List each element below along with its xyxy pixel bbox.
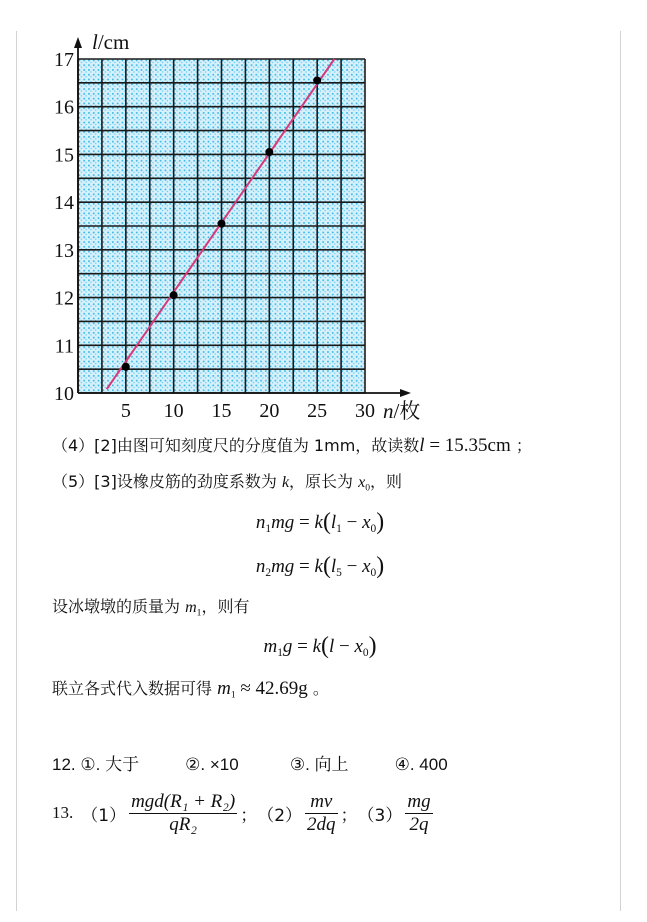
q12-value-4: 400 [419, 755, 448, 774]
line4-suffix: ； [510, 436, 532, 455]
line5-text: （5）[3]设橡皮筋的劲度系数为 [52, 472, 282, 491]
y-axis-label: l/cm [92, 30, 130, 54]
result-suffix: 。 [307, 679, 329, 698]
q13-part2-fraction [305, 791, 338, 836]
y-tick-label: 11 [54, 335, 74, 358]
q13-part3-label: （3） [357, 805, 403, 826]
eq3-k: k [312, 635, 322, 657]
result-m: m [217, 678, 231, 699]
result-line [52, 679, 329, 705]
q13-part1-numerator: mgd(R₁ + R₂) [131, 790, 236, 812]
y-tick-label: 17 [54, 49, 74, 71]
reading-value: = 15.35cm [424, 435, 511, 456]
eq3-equals: = [292, 635, 313, 657]
x-axis-label: n/枚 [383, 399, 421, 423]
eq1-x: x [362, 511, 371, 533]
eq1-minus: − [341, 511, 363, 533]
eq2-open-paren: ( [322, 553, 331, 579]
result-text: 联立各式代入数据可得 [52, 679, 218, 698]
q12-item-2 [185, 755, 285, 775]
eq2-close-paren: ) [376, 553, 385, 579]
data-point [265, 148, 273, 156]
eq1-n: n [255, 511, 266, 533]
answer-line-5 [52, 472, 402, 498]
eq1-x-sub: 0 [370, 522, 377, 535]
var-m: m [185, 599, 197, 616]
eq1-n-sub: 1 [265, 522, 272, 535]
eq3-open-paren: ( [321, 633, 329, 659]
x0-subscript: 0 [365, 482, 371, 494]
equation-2 [0, 554, 640, 585]
eq3-minus: − [334, 635, 355, 657]
answer-12 [52, 750, 448, 775]
eq1-equals: = [294, 511, 315, 533]
eq3-l: l [328, 635, 335, 657]
q12-value-3: 向上 [314, 755, 349, 775]
equation-3 [0, 634, 640, 665]
eq1-l-sub: 1 [336, 522, 342, 535]
eq3-close-paren: ) [368, 633, 377, 659]
y-tick-label: 13 [54, 239, 74, 262]
eq2-equals: = [294, 555, 315, 577]
eq1-open-paren: ( [322, 509, 331, 535]
eq1-k: k [314, 511, 323, 533]
y-tick-label: 10 [54, 383, 74, 405]
line5-suffix: ，则 [370, 472, 403, 491]
q13-part2-denominator: 2dq [307, 813, 336, 835]
q13-part2-label: （2） [257, 805, 303, 826]
q12-mark-1: ①. [80, 755, 101, 774]
mass-definition-line [52, 597, 249, 623]
result-value: ≈ 42.69g [235, 678, 308, 699]
result-m-sub: 1 [230, 689, 236, 701]
m-sub: 1 [196, 607, 202, 619]
eq1-mg: mg [271, 511, 295, 533]
eq3-g: g [282, 635, 293, 657]
mass-suffix: ，则有 [201, 597, 250, 616]
eq2-l-sub: 5 [336, 566, 342, 579]
y-tick-label: 12 [54, 287, 74, 310]
q12-item-3 [290, 750, 390, 775]
eq3-x: x [354, 635, 363, 657]
eq2-minus: − [341, 555, 363, 577]
eq2-l: l [330, 555, 337, 577]
data-point [313, 76, 321, 84]
q13-sep-2: ； [340, 805, 358, 826]
equation-1 [0, 510, 640, 541]
data-point [122, 363, 130, 371]
q13-part3-denominator: 2q [409, 813, 429, 835]
q12-item-4 [395, 755, 448, 775]
x-tick-label: 20 [259, 400, 280, 422]
y-tick-label: 14 [54, 192, 74, 215]
y-tick-label: 16 [54, 96, 74, 119]
line5-mid: ，原长为 [289, 472, 359, 491]
x-tick-label: 25 [307, 400, 328, 422]
eq2-n: n [255, 555, 266, 577]
length-vs-count-chart [0, 0, 647, 430]
eq2-x: x [362, 555, 371, 577]
q13-part1-denominator: qR₂ [169, 813, 197, 835]
data-point [218, 220, 226, 228]
eq2-k: k [314, 555, 323, 577]
q12-value-1: 大于 [105, 755, 140, 775]
answer-line-4 [52, 436, 532, 457]
q12-number: 12. [52, 755, 76, 774]
eq2-n-sub: 2 [265, 566, 272, 579]
q13-number: 13. [52, 803, 74, 822]
y-axis-arrow-icon [74, 37, 82, 48]
eq3-m-sub: 1 [277, 646, 283, 659]
q13-part3-fraction [405, 791, 432, 836]
eq2-mg: mg [271, 555, 295, 577]
q12-value-2: ×10 [209, 755, 239, 774]
q13-part2-numerator: mv [305, 791, 338, 814]
x-axis-arrow-icon [400, 389, 411, 397]
eq3-m: m [263, 635, 278, 657]
answer-13 [52, 788, 436, 838]
eq2-x-sub: 0 [370, 566, 377, 579]
q13-sep-1: ； [240, 805, 258, 826]
eq3-x-sub: 0 [362, 646, 369, 659]
q12-mark-2: ②. [185, 755, 206, 774]
q12-mark-3: ③. [289, 755, 310, 774]
eq1-close-paren: ) [376, 509, 385, 535]
x-tick-label: 5 [120, 400, 131, 422]
mass-text: 设冰墩墩的质量为 [52, 597, 186, 616]
var-l: l [419, 435, 425, 456]
x-tick-label: 10 [163, 400, 184, 422]
data-point [170, 291, 178, 299]
q12-item-1 [80, 750, 180, 775]
var-x0: x [358, 474, 366, 491]
var-k: k [281, 474, 290, 491]
y-tick-label: 15 [54, 144, 74, 167]
eq1-l: l [330, 511, 337, 533]
q13-part3-numerator: mg [407, 790, 431, 812]
q13-part1-fraction [129, 791, 237, 836]
q12-mark-4: ④. [394, 755, 415, 774]
line4-text: （4）[2]由图可知刻度尺的分度值为 1mm，故读数 [52, 436, 420, 455]
x-tick-label: 30 [355, 400, 375, 422]
q13-part1-label: （1） [81, 805, 127, 826]
x-tick-label: 15 [211, 400, 232, 422]
